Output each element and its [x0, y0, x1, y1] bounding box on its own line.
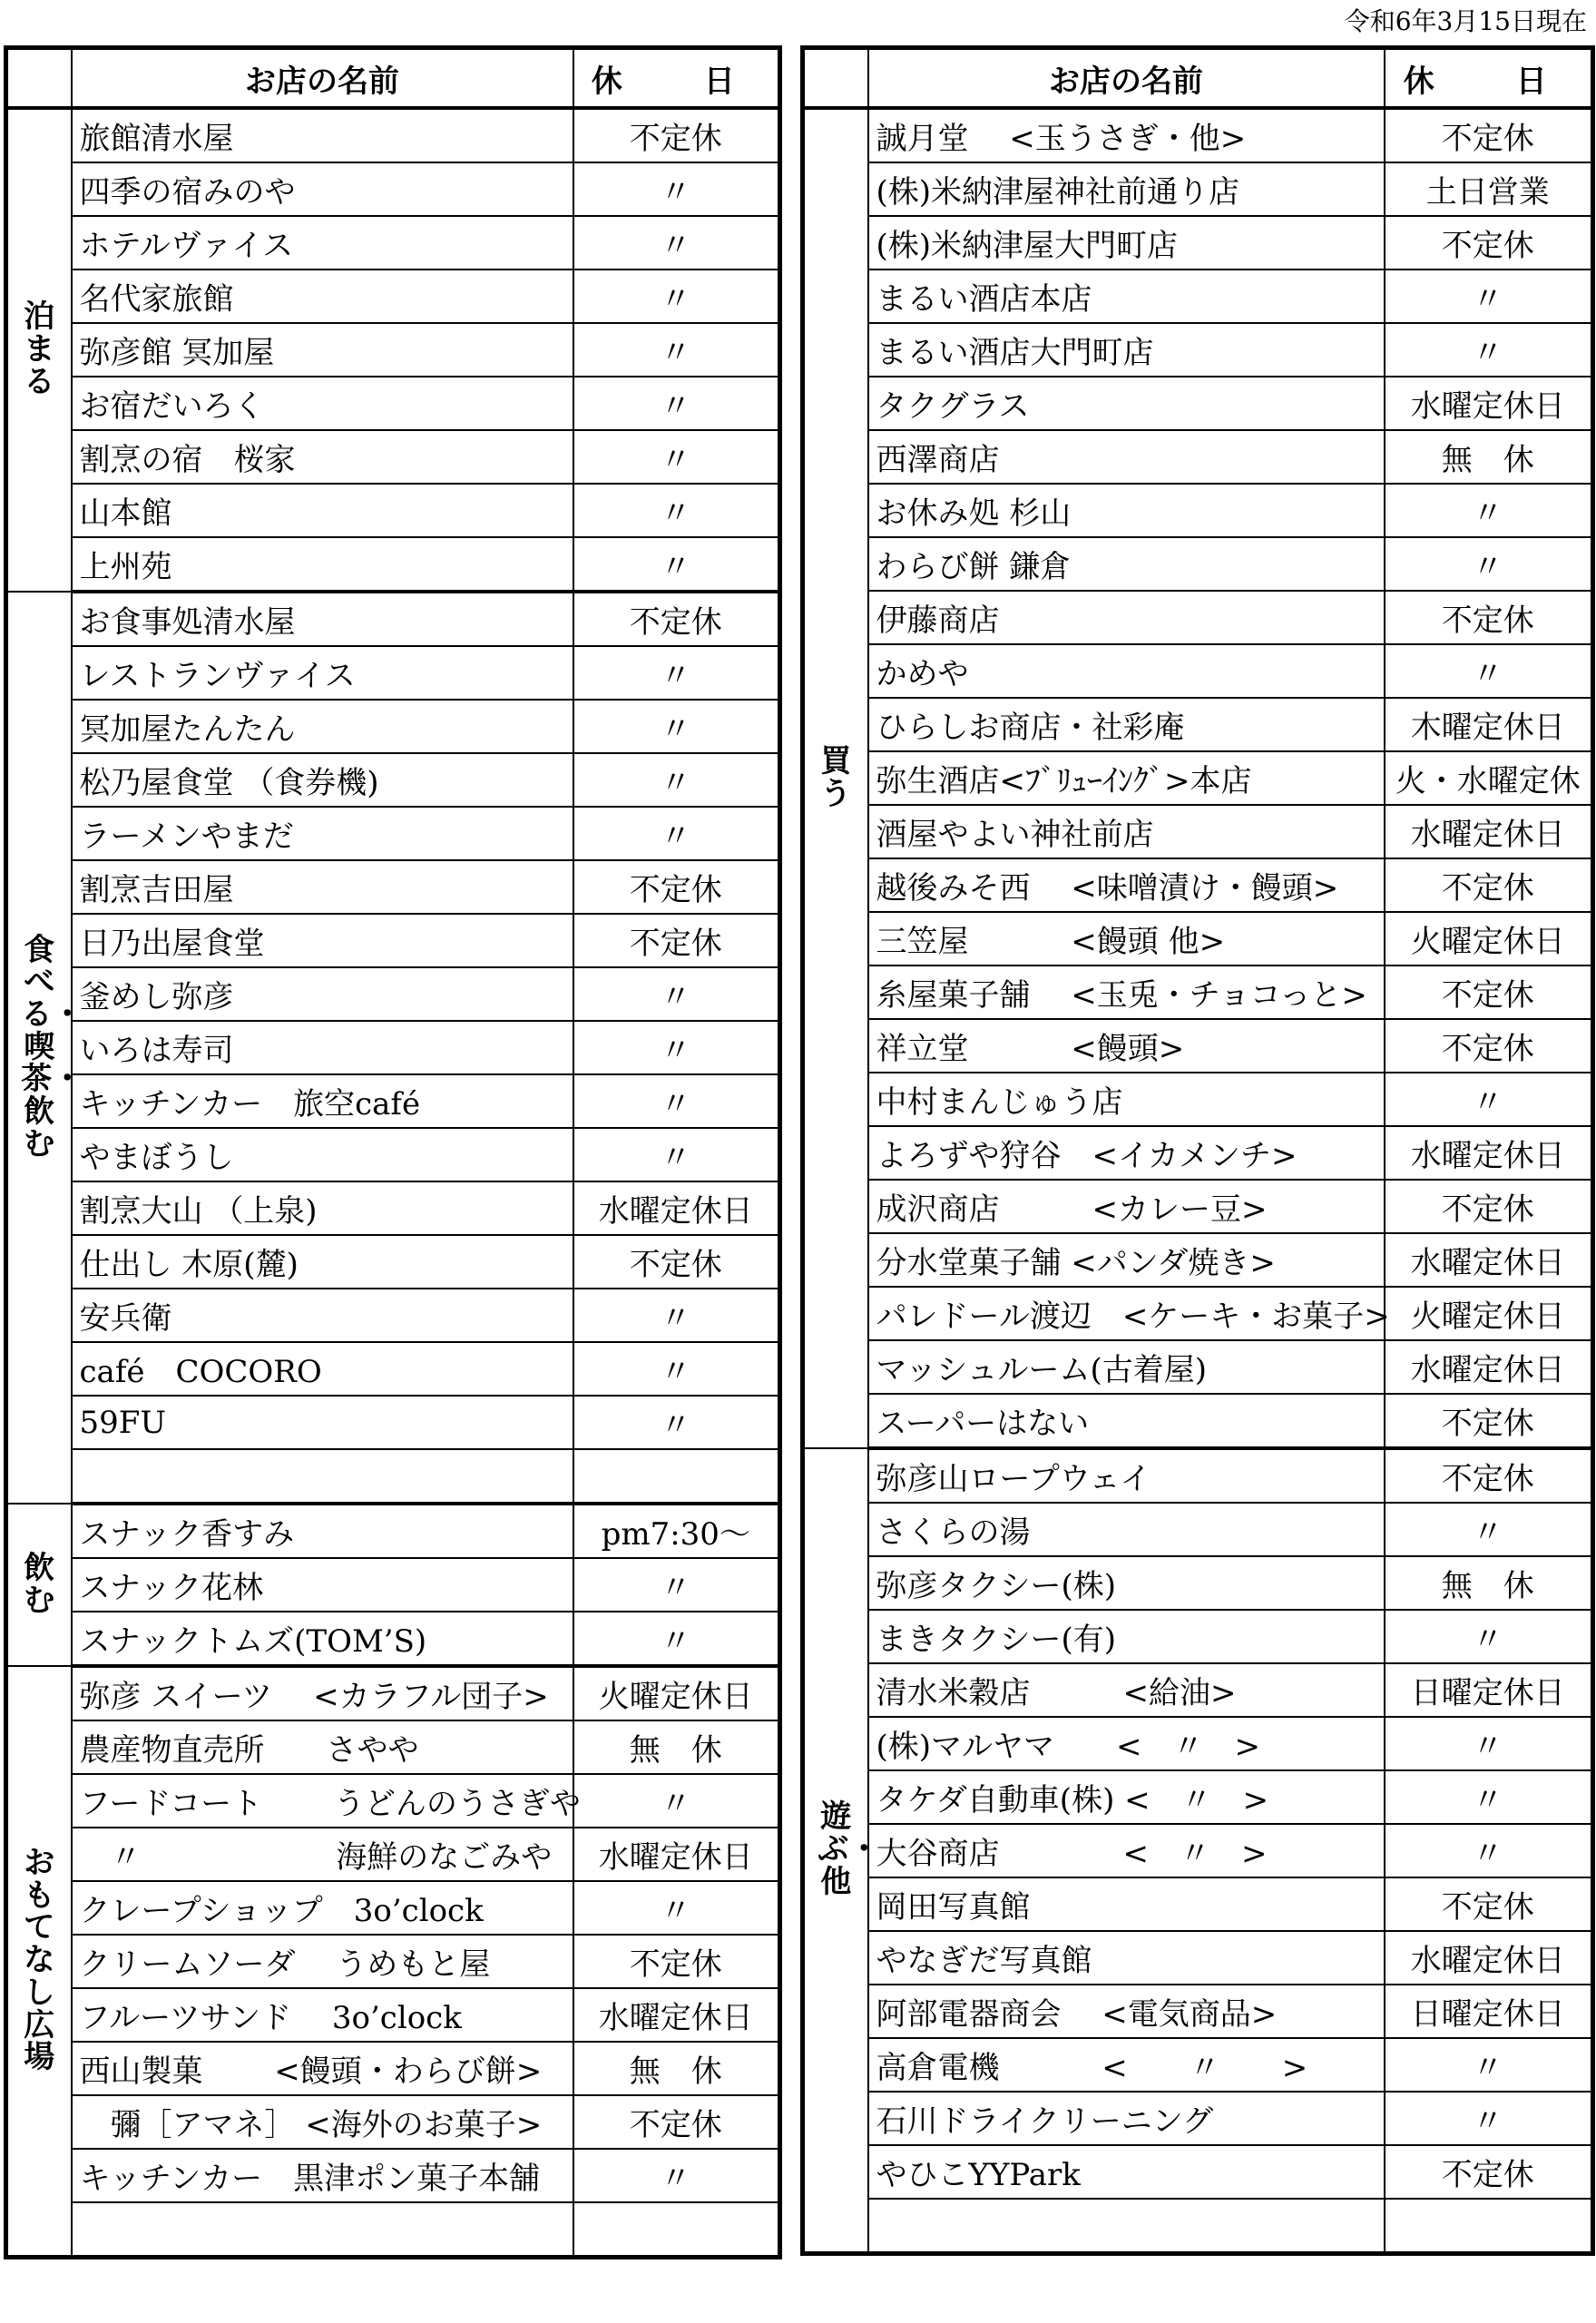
shop-row: [803, 270, 1593, 323]
shop-row: [6, 646, 780, 700]
shop-name: 中村まんじゅう店: [868, 1073, 1385, 1126]
shop-row: [6, 1181, 780, 1235]
shop-name: 西澤商店: [868, 430, 1385, 484]
shop-name: 西山製菓 <饅頭・わらび餅>: [72, 2042, 573, 2095]
shop-name: (株)米納津屋大門町店: [868, 216, 1385, 270]
category-label: [803, 1448, 880, 2254]
holiday-value: 〃: [1385, 1717, 1593, 1770]
holiday-value: 水曜定休日: [1385, 805, 1593, 858]
shop-row: [803, 162, 1593, 216]
holiday-value: 〃: [573, 270, 780, 323]
shop-name: スナック花林: [72, 1558, 573, 1612]
shop-row: [6, 1666, 780, 1720]
holiday-value: 〃: [1385, 1073, 1593, 1126]
holiday-value: 水曜定休日: [573, 1181, 780, 1235]
shop-name: タクグラス: [868, 377, 1385, 430]
shop-row: [803, 1340, 1593, 1394]
shop-row: [6, 162, 780, 216]
shop-name: まるい酒店本店: [868, 270, 1385, 323]
holiday-value: 不定休: [1385, 1180, 1593, 1233]
holiday-value: 水曜定休日: [1385, 1340, 1593, 1394]
shop-name: 59FU: [72, 1396, 573, 1449]
holiday-header: 休 日: [573, 48, 780, 109]
shop-name: 阿部電器商会 <電気商品>: [868, 1985, 1385, 2038]
category-label: [6, 108, 72, 592]
shop-row: [6, 700, 780, 753]
holiday-value: 火曜定休日: [1385, 1287, 1593, 1340]
holiday-value: 水曜定休日: [573, 1988, 780, 2042]
holiday-value: 不定休: [1385, 858, 1593, 912]
header-row: [803, 48, 1593, 109]
holiday-value: 不定休: [1385, 1394, 1593, 1448]
shop-row: [6, 108, 780, 162]
shop-name: 割烹大山 （上泉): [72, 1181, 573, 1235]
shop-name: スナック香すみ: [72, 1504, 573, 1558]
shop-name: 分水堂菓子舗 <パンダ焼き>: [868, 1233, 1385, 1287]
holiday-value: 〃: [573, 1289, 780, 1342]
shop-row: [6, 807, 780, 860]
shop-name: クリームソーダ うめもと屋: [72, 1935, 573, 1988]
holiday-value: 〃: [1385, 484, 1593, 537]
shop-name: お休み処 杉山: [868, 484, 1385, 537]
shop-name: 弥生酒店<ﾌﾞﾘｭｰｲﾝｸﾞ>本店: [868, 751, 1385, 805]
category-label: [6, 1504, 72, 1666]
shop-name: 冥加屋たんたん: [72, 700, 573, 753]
category-text: 飲む: [24, 1549, 55, 1619]
shop-row: [6, 323, 780, 377]
shop-name: 大谷商店 < 〃 >: [868, 1824, 1385, 1877]
holiday-value: 〃: [573, 537, 780, 592]
shop-row: [6, 1128, 780, 1181]
holiday-value: 不定休: [573, 1935, 780, 1988]
shop-row: [803, 2038, 1593, 2092]
shop-name: よろずや狩谷 <イカメンチ>: [868, 1126, 1385, 1180]
holiday-value: 日曜定休日: [1385, 1985, 1593, 2038]
holiday-value: 〃: [1385, 1610, 1593, 1663]
shop-name: 酒屋やよい神社前店: [868, 805, 1385, 858]
holiday-value: 土日営業: [1385, 162, 1593, 216]
category-label: [6, 1666, 72, 2258]
shop-name: 釜めし弥彦: [72, 967, 573, 1021]
category-text: おもてなし広場: [24, 1845, 55, 2076]
holiday-value: 〃: [573, 1074, 780, 1128]
shop-row: [6, 753, 780, 807]
shop-name: マッシュルーム(古着屋): [868, 1340, 1385, 1394]
shop-name: 高倉電機 < 〃 >: [868, 2038, 1385, 2092]
holiday-value: 無 休: [1385, 430, 1593, 484]
shop-name: 清水米穀店 <給油>: [868, 1663, 1385, 1717]
holiday-value: 〃: [573, 807, 780, 860]
shop-row: [803, 1073, 1593, 1126]
shop-row: [6, 1774, 780, 1828]
as-of-date: 令和6年3月15日現在: [1344, 6, 1587, 36]
holiday-value: 日曜定休日: [1385, 1663, 1593, 1717]
shop-row: [803, 377, 1593, 430]
shop-name: 岡田写真館: [868, 1877, 1385, 1931]
shop-name: やなぎだ写真館: [868, 1931, 1385, 1985]
holiday-value: 〃: [573, 377, 780, 430]
holiday-value: 〃: [573, 162, 780, 216]
shop-row: [6, 430, 780, 484]
shop-row: [6, 1449, 780, 1504]
shop-name: 三笠屋 <饅頭 他>: [868, 912, 1385, 965]
holiday-value: [573, 1449, 780, 1504]
holiday-value: 〃: [573, 1774, 780, 1828]
shop-name: 糸屋菓子舗 <玉兎・チョコっと>: [868, 965, 1385, 1019]
holiday-value: 〃: [573, 216, 780, 270]
shop-name: 四季の宿みのや: [72, 162, 573, 216]
holiday-value: 〃: [1385, 2092, 1593, 2145]
shop-name: 割烹吉田屋: [72, 860, 573, 914]
shop-name: 〃 海鮮のなごみや: [72, 1828, 573, 1881]
holiday-value: 水曜定休日: [573, 1828, 780, 1881]
holiday-value: 不定休: [1385, 965, 1593, 1019]
shop-row: [803, 912, 1593, 965]
shop-name: 名代家旅館: [72, 270, 573, 323]
shop-row: [803, 1126, 1593, 1180]
shop-row: [6, 1074, 780, 1128]
shop-row: [803, 1717, 1593, 1770]
holiday-value: 不定休: [573, 592, 780, 646]
holiday-value: 水曜定休日: [1385, 1931, 1593, 1985]
holiday-value: 不定休: [1385, 2145, 1593, 2199]
holiday-value: 不定休: [1385, 591, 1593, 644]
shop-name: 誠月堂 <玉うさぎ・他>: [868, 108, 1385, 162]
shop-name: 旅館清水屋: [72, 108, 573, 162]
shop-name: 割烹の宿 桜家: [72, 430, 573, 484]
shop-name: フルーツサンド 3o’clock: [72, 1988, 573, 2042]
shop-row: [6, 1289, 780, 1342]
shop-name: かめや: [868, 644, 1385, 698]
shop-name: 安兵衛: [72, 1289, 573, 1342]
shop-row: [6, 2042, 780, 2095]
category-text: 買う: [820, 743, 852, 812]
shop-row: [6, 1504, 780, 1558]
category-text: 遊ぶ・他: [818, 1799, 880, 1900]
category-header: [803, 48, 868, 109]
shop-row: [6, 1935, 780, 1988]
shop-name: 祥立堂 <饅頭>: [868, 1019, 1385, 1073]
shop-row: [6, 2149, 780, 2202]
shop-row: [6, 1720, 780, 1774]
shop-name: レストランヴァイス: [72, 646, 573, 700]
shop-name: ひらしお商店・社彩庵: [868, 698, 1385, 751]
shop-name: 松乃屋食堂 （食券機): [72, 753, 573, 807]
shop-name: やひこYYPark: [868, 2145, 1385, 2199]
holiday-value: 不定休: [573, 860, 780, 914]
holiday-value: 水曜定休日: [1385, 377, 1593, 430]
shop-row: [6, 1235, 780, 1289]
holiday-value: 火曜定休日: [573, 1666, 780, 1720]
holiday-value: 火・水曜定休: [1385, 751, 1593, 805]
holiday-value: 木曜定休日: [1385, 698, 1593, 751]
shop-row: [803, 1287, 1593, 1340]
shop-row: [803, 1503, 1593, 1556]
shop-name: 山本館: [72, 484, 573, 537]
holiday-value: 水曜定休日: [1385, 1233, 1593, 1287]
shop-row: [803, 1985, 1593, 2038]
holiday-value: 〃: [573, 1558, 780, 1612]
shop-row: [6, 1828, 780, 1881]
shop-row: [803, 484, 1593, 537]
shop-name: お宿だいろく: [72, 377, 573, 430]
holiday-value: 〃: [1385, 1770, 1593, 1824]
holiday-value: 〃: [573, 1881, 780, 1935]
holiday-value: [573, 2202, 780, 2258]
holiday-value: 〃: [573, 967, 780, 1021]
shop-name: 越後みそ西 <味噌漬け・饅頭>: [868, 858, 1385, 912]
shop-name: いろは寿司: [72, 1021, 573, 1074]
shop-row: [803, 216, 1593, 270]
holiday-value: 〃: [573, 753, 780, 807]
holiday-value: [1385, 2199, 1593, 2254]
shop-row: [803, 108, 1593, 162]
holiday-value: 無 休: [573, 2042, 780, 2095]
shop-name: キッチンカー 黒津ポン菓子本舗: [72, 2149, 573, 2202]
shop-name: わらび餅 鎌倉: [868, 537, 1385, 591]
shop-name: 農産物直売所 さやや: [72, 1720, 573, 1774]
shop-name: タケダ自動車(株) < 〃 >: [868, 1770, 1385, 1824]
shop-row: [803, 1180, 1593, 1233]
shop-name: (株)マルヤマ < 〃 >: [868, 1717, 1385, 1770]
holiday-value: 不定休: [1385, 108, 1593, 162]
shop-name: キッチンカー 旅空café: [72, 1074, 573, 1128]
holiday-value: 〃: [573, 700, 780, 753]
holiday-value: 〃: [1385, 1824, 1593, 1877]
holiday-value: 〃: [573, 1128, 780, 1181]
shop-row: [6, 1558, 780, 1612]
holiday-value: 不定休: [1385, 1877, 1593, 1931]
shop-row: [803, 1877, 1593, 1931]
shop-name: ホテルヴァイス: [72, 216, 573, 270]
shop-row: [803, 805, 1593, 858]
holiday-value: pm7:30～: [573, 1504, 780, 1558]
shop-row: [6, 914, 780, 967]
holiday-value: 〃: [573, 1612, 780, 1666]
shop-name: パレドール渡辺 <ケーキ・お菓子>: [868, 1287, 1385, 1340]
shop-row: [803, 1448, 1593, 1503]
shop-row: [803, 430, 1593, 484]
shop-name: 弥彦 スイーツ <カラフル団子>: [72, 1666, 573, 1720]
shop-name: 弥彦山ロープウェイ: [868, 1448, 1385, 1503]
shop-name: 仕出し 木原(麓): [72, 1235, 573, 1289]
holiday-value: 〃: [1385, 323, 1593, 377]
shop-name-header: お店の名前: [72, 48, 573, 109]
shop-name: 伊藤商店: [868, 591, 1385, 644]
holiday-value: 不定休: [1385, 1019, 1593, 1073]
shop-name: フードコート うどんのうさぎや: [72, 1774, 573, 1828]
shop-row: [6, 1612, 780, 1666]
shop-row: [803, 1233, 1593, 1287]
holiday-value: 無 休: [573, 1720, 780, 1774]
shop-row: [6, 216, 780, 270]
shop-name: 上州苑: [72, 537, 573, 592]
category-label: [803, 108, 868, 1448]
shop-row: [803, 1663, 1593, 1717]
holiday-value: 不定休: [573, 914, 780, 967]
shop-row: [803, 1824, 1593, 1877]
shop-row: [803, 1556, 1593, 1610]
shop-row: [803, 1019, 1593, 1073]
holiday-value: 不定休: [573, 2095, 780, 2149]
shop-name: まきタクシー(有): [868, 1610, 1385, 1663]
shop-row: [6, 860, 780, 914]
holiday-value: 〃: [573, 1021, 780, 1074]
category-text: 泊まる: [24, 299, 55, 400]
shop-name: 石川ドライクリーニング: [868, 2092, 1385, 2145]
shop-row: [6, 1021, 780, 1074]
holiday-value: 〃: [573, 430, 780, 484]
shop-row: [6, 537, 780, 592]
holiday-value: 火曜定休日: [1385, 912, 1593, 965]
holiday-value: 〃: [573, 2149, 780, 2202]
holiday-value: 〃: [1385, 644, 1593, 698]
shop-row: [6, 2095, 780, 2149]
shop-name-header: お店の名前: [868, 48, 1385, 109]
shop-row: [803, 698, 1593, 751]
holiday-value: 〃: [1385, 537, 1593, 591]
shop-row: [803, 965, 1593, 1019]
holiday-value: 不定休: [1385, 1448, 1593, 1503]
holiday-value: 〃: [573, 484, 780, 537]
shop-name: [72, 2202, 573, 2258]
shop-name: 弥彦館 冥加屋: [72, 323, 573, 377]
holiday-value: 〃: [573, 646, 780, 700]
shop-name: スーパーはない: [868, 1394, 1385, 1448]
shop-row: [6, 592, 780, 646]
holiday-value: 不定休: [1385, 216, 1593, 270]
shop-name: クレープショップ 3o’clock: [72, 1881, 573, 1935]
shop-row: [803, 2199, 1593, 2254]
holiday-value: 〃: [1385, 2038, 1593, 2092]
shop-name: [72, 1449, 573, 1504]
right-shop-table: [800, 45, 1595, 2256]
shop-row: [803, 1770, 1593, 1824]
shop-row: [6, 967, 780, 1021]
shop-row: [6, 1342, 780, 1396]
shop-row: [803, 2092, 1593, 2145]
shop-name: [868, 2199, 1385, 2254]
shop-row: [6, 377, 780, 430]
shop-row: [803, 644, 1593, 698]
holiday-header: 休 日: [1385, 48, 1593, 109]
holiday-value: 〃: [573, 1342, 780, 1396]
shop-row: [6, 1396, 780, 1449]
shop-name: スナックトムズ(TOM’S): [72, 1612, 573, 1666]
category-label: [6, 592, 83, 1504]
holiday-value: 〃: [1385, 270, 1593, 323]
shop-name: やまぼうし: [72, 1128, 573, 1181]
header-row: [6, 48, 780, 109]
shop-row: [803, 323, 1593, 377]
holiday-value: 〃: [573, 1396, 780, 1449]
shop-row: [803, 2145, 1593, 2199]
shop-row: [6, 1881, 780, 1935]
shop-row: [6, 270, 780, 323]
shop-name: 彌［アマネ］ <海外のお菓子>: [72, 2095, 573, 2149]
shop-name: お食事処清水屋: [72, 592, 573, 646]
holiday-value: 不定休: [573, 108, 780, 162]
shop-row: [803, 1610, 1593, 1663]
holiday-value: 〃: [573, 323, 780, 377]
shop-row: [6, 1988, 780, 2042]
category-header: [6, 48, 72, 109]
holiday-value: 不定休: [573, 1235, 780, 1289]
shop-name: café COCORO: [72, 1342, 573, 1396]
shop-row: [6, 2202, 780, 2258]
shop-row: [803, 1394, 1593, 1448]
holiday-value: 無 休: [1385, 1556, 1593, 1610]
shop-name: ラーメンやまだ: [72, 807, 573, 860]
shop-row: [803, 591, 1593, 644]
shop-row: [803, 1931, 1593, 1985]
left-shop-table: [4, 45, 782, 2259]
shop-name: 日乃出屋食堂: [72, 914, 573, 967]
holiday-value: 水曜定休日: [1385, 1126, 1593, 1180]
shop-name: 弥彦タクシー(株): [868, 1556, 1385, 1610]
shop-name: さくらの湯: [868, 1503, 1385, 1556]
shop-name: 成沢商店 <カレー豆>: [868, 1180, 1385, 1233]
shop-name: まるい酒店大門町店: [868, 323, 1385, 377]
shop-row: [803, 537, 1593, 591]
shop-row: [6, 484, 780, 537]
category-text: 食べる・喫茶・飲む: [21, 931, 83, 1162]
shop-row: [803, 858, 1593, 912]
shop-row: [803, 751, 1593, 805]
shop-name: (株)米納津屋神社前通り店: [868, 162, 1385, 216]
holiday-value: 〃: [1385, 1503, 1593, 1556]
